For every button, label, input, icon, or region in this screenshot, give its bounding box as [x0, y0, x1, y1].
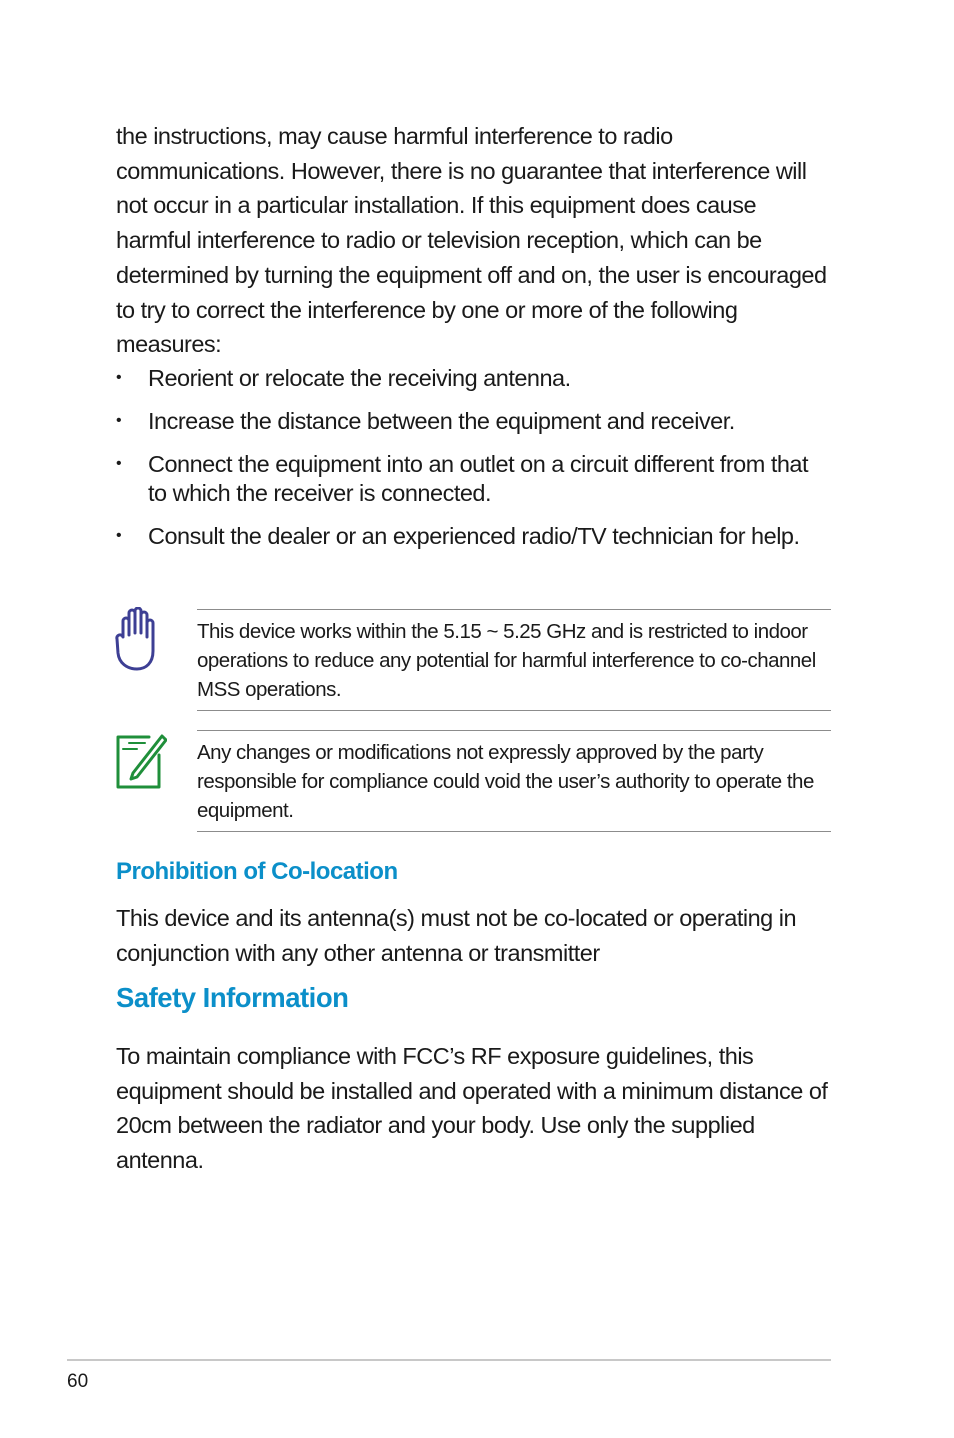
- note-pencil-icon: [115, 729, 167, 791]
- list-item-text: Reorient or relocate the receiving antenna.: [148, 365, 571, 391]
- colocation-paragraph: This device and its antenna(s) must not be co-located or operating in conjunction with any other antenna or transmitter: [116, 905, 797, 966]
- list-item-text: Connect the equipment into an outlet on a circuit different from that to which the receiver is connected.: [148, 451, 809, 506]
- colocation-heading: Prohibition of Co-location: [116, 858, 398, 885]
- bullet-glyph: •: [116, 526, 122, 544]
- warning-note-text: This device works within the 5.15 ~ 5.25 GHz and is restricted to indoor operations to reduce any potential for harmful interference to co-channel MSS operations.: [197, 620, 816, 701]
- footer-divider: [67, 1359, 831, 1361]
- list-item: [116, 522, 832, 551]
- bullet-glyph: •: [116, 455, 122, 472]
- bullet-glyph: •: [116, 412, 122, 429]
- page-number: 60: [67, 1371, 89, 1392]
- warning-note: [197, 609, 831, 711]
- bullet-glyph: •: [116, 369, 122, 386]
- list-item: [116, 407, 832, 436]
- edit-note-text: Any changes or modifications not expressly approved by the party responsible for compliance could void the user’s authority to operate the equipment.: [197, 741, 814, 822]
- edit-note: [197, 730, 831, 832]
- intro-paragraph: the instructions, may cause harmful interference to radio communications. However, there is no guarantee that interference will not occur in a particular installation. If this equipment does cause harmful interference to radio or television reception, which can be determined by turning the equipment off and on, the user is encouraged to try to correct the interference by one or more of the following measures:: [116, 123, 827, 358]
- list-item: [116, 364, 832, 393]
- safety-heading: Safety Information: [116, 982, 349, 1013]
- safety-paragraph: To maintain compliance with FCC’s RF exposure guidelines, this equipment should be installed and operated with a minimum distance of 20cm between the radiator and your body. Use only the supplied antenna.: [116, 1043, 828, 1174]
- hand-stop-icon: [113, 607, 161, 673]
- list-item-text: Increase the distance between the equipment and receiver.: [148, 408, 735, 434]
- list-item-text: Consult the dealer or an experienced radio/TV technician for help.: [148, 522, 800, 549]
- measures-list: [116, 364, 832, 565]
- list-item: [116, 450, 832, 507]
